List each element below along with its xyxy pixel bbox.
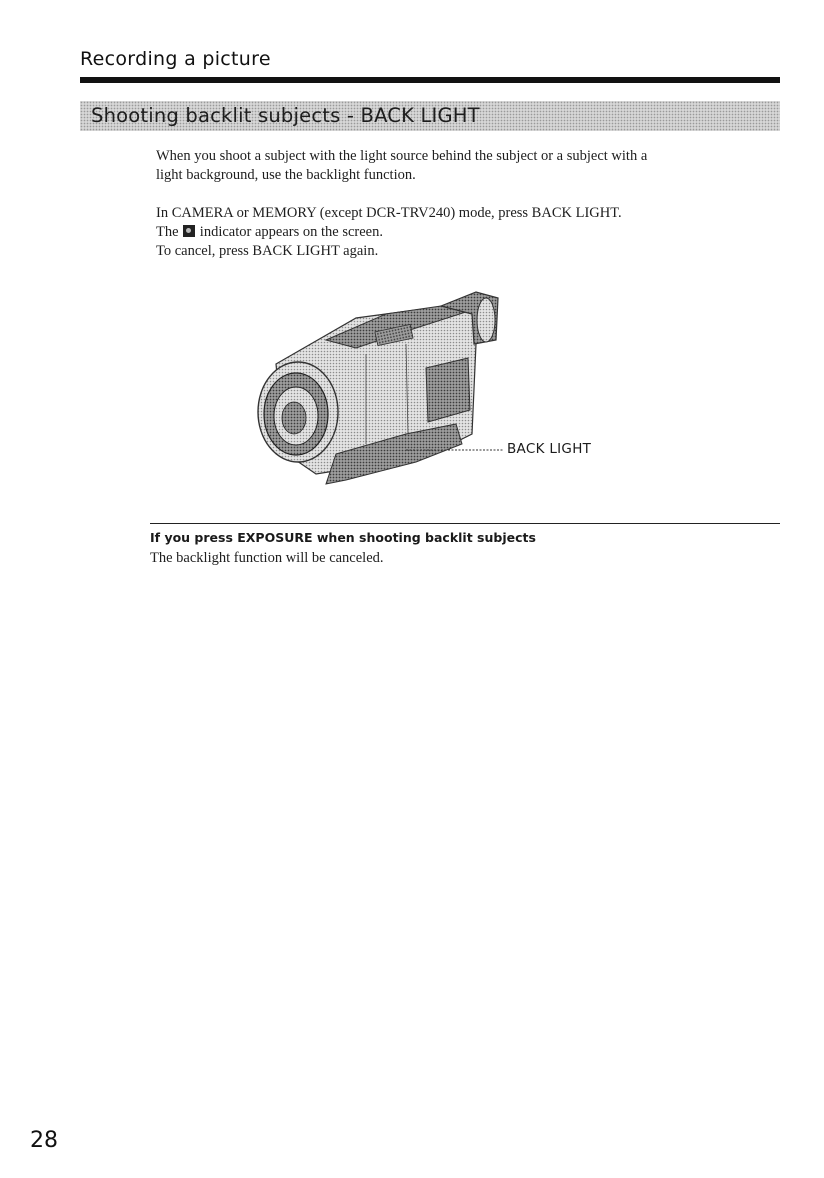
page-number: 28 [30,1128,58,1153]
section-title: Shooting backlit subjects - BACK LIGHT [91,104,480,127]
body-line: In CAMERA or MEMORY (except DCR-TRV240) mode, press BACK LIGHT. [156,205,622,221]
camcorder-drawing [236,284,616,504]
header-rule [80,77,780,83]
body-line: To cancel, press BACK LIGHT again. [156,243,379,259]
camcorder-illustration [236,284,616,504]
note-rule [150,523,780,524]
body-line-indicator [156,223,776,242]
intro-paragraph [156,147,776,185]
instruction-paragraph [156,204,776,261]
backlight-indicator-icon [183,225,195,237]
note-text: The backlight function will be canceled. [150,550,384,566]
back-light-callout-label: BACK LIGHT [507,441,592,457]
body-line: light background, use the backlight function. [156,167,416,183]
body-line-tail: indicator appears on the screen. [199,224,383,240]
body-line-lead: The [156,224,179,240]
body-line: When you shoot a subject with the light source behind the subject or a subject with a [156,148,648,164]
note-heading: If you press EXPOSURE when shooting backlit subjects [150,530,536,545]
running-head: Recording a picture [80,48,271,70]
